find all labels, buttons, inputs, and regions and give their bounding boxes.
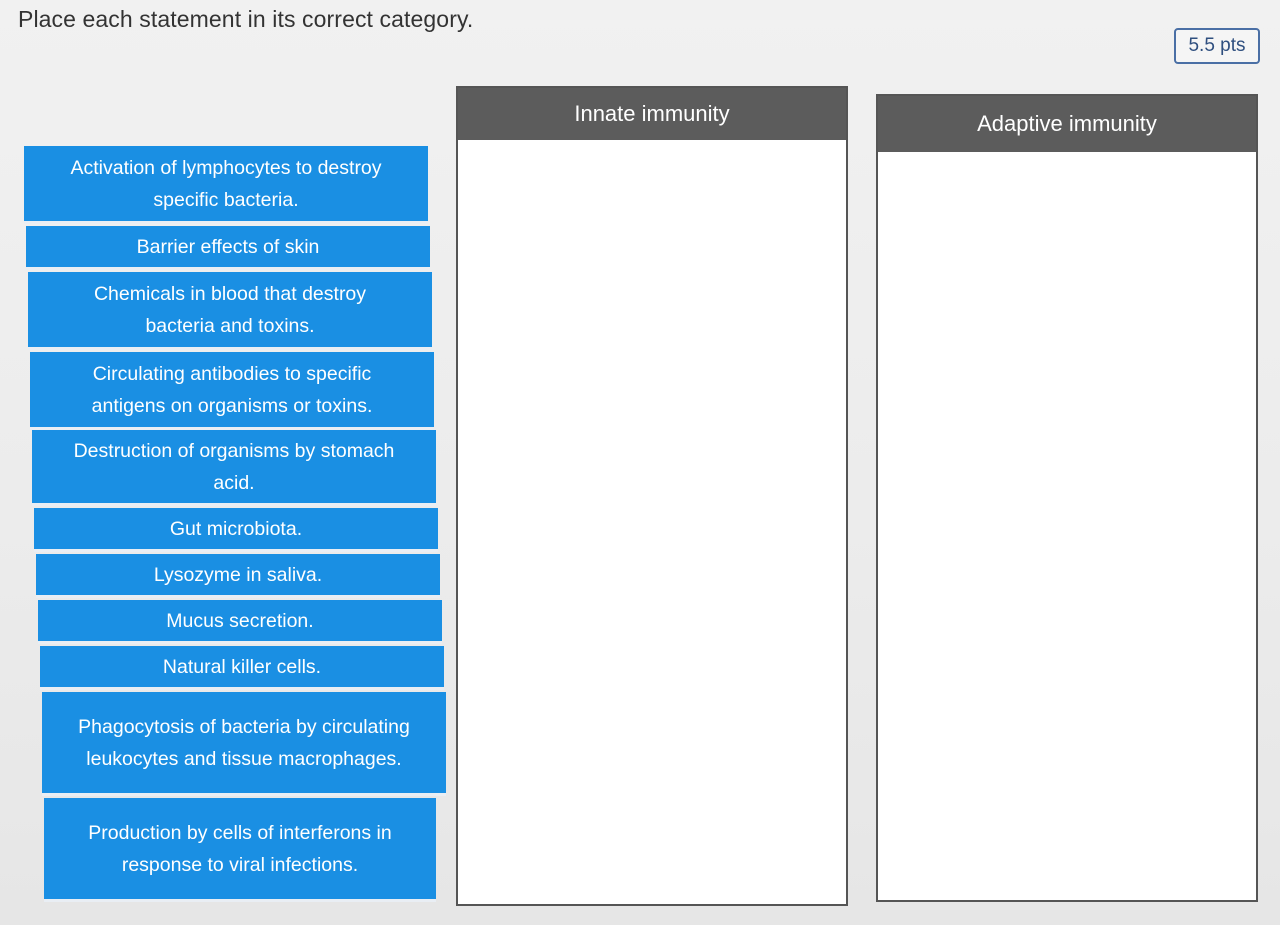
statement-card[interactable]: Circulating antibodies to specific antigens on organisms or toxins. [30, 352, 434, 430]
drop-zone[interactable] [878, 152, 1256, 900]
statement-card[interactable]: Mucus secretion. [38, 600, 442, 644]
drop-zone[interactable] [458, 140, 846, 904]
statement-card[interactable]: Chemicals in blood that destroy bacteria and toxins. [28, 272, 432, 350]
points-badge: 5.5 pts [1174, 28, 1260, 64]
statement-card[interactable]: Lysozyme in saliva. [36, 554, 440, 598]
instruction-text: Place each statement in its correct category. [18, 6, 474, 32]
statement-card[interactable]: Gut microbiota. [34, 508, 438, 552]
category-header: Adaptive immunity [878, 96, 1256, 152]
category-innate[interactable] [456, 86, 848, 906]
statement-card[interactable]: Activation of lymphocytes to destroy specific bacteria. [24, 146, 428, 224]
statement-card[interactable]: Phagocytosis of bacteria by circulating leukocytes and tissue macrophages. [42, 692, 446, 796]
statement-card[interactable]: Production by cells of interferons in response to viral infections. [44, 798, 436, 902]
statement-card[interactable]: Natural killer cells. [40, 646, 444, 690]
category-adaptive[interactable] [876, 94, 1258, 902]
statement-card[interactable]: Barrier effects of skin [26, 226, 430, 270]
category-header: Innate immunity [458, 88, 846, 140]
statement-card[interactable]: Destruction of organisms by stomach acid. [32, 430, 436, 506]
